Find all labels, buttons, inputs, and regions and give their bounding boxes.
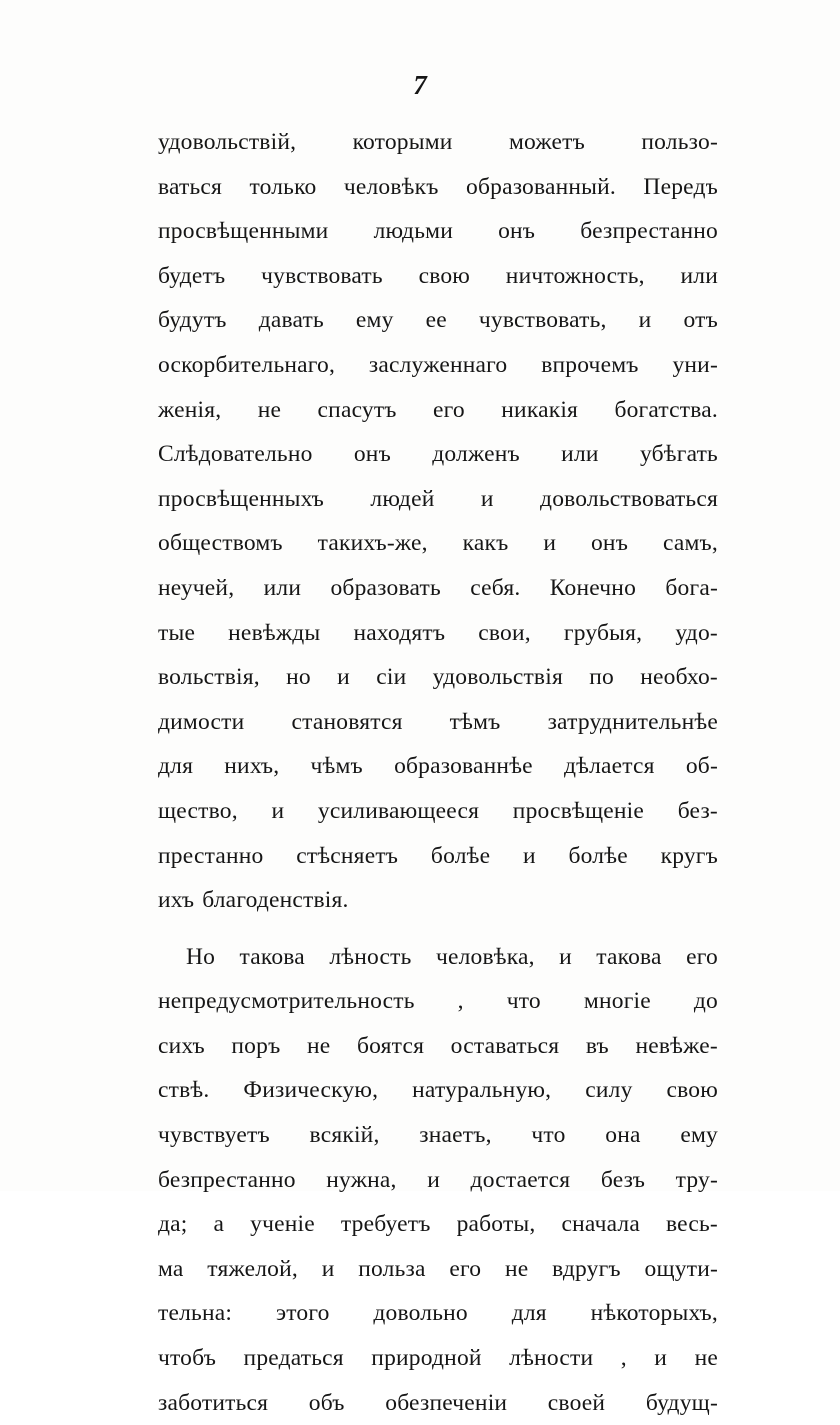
page-number: 7 [413,70,427,100]
text-word: и [427,1166,440,1193]
text-word: спасутъ [317,396,397,423]
text-word: что [531,1122,566,1149]
text-word: просвѣщенныхъ [158,485,325,512]
text-word: и [271,797,285,824]
text-word: или [561,441,599,468]
text-word: грубыя, [563,619,643,646]
text-word: обществомъ [158,530,283,557]
text-line [158,1024,718,1069]
text-word: Конечно [549,574,637,601]
text-word: всякій, [309,1122,380,1149]
text-word: лѣности [509,1345,594,1372]
text-word: тру- [675,1166,718,1193]
text-word: не [694,1345,718,1372]
text-word: да; [158,1211,188,1238]
text-line [158,254,718,299]
text-word: своей [547,1389,606,1416]
text-word: боятся [357,1032,425,1059]
text-line [158,1336,718,1381]
text-word: уни- [672,351,718,378]
text-word: обезпеченіи [385,1389,508,1416]
text-word: невѣже- [635,1032,718,1059]
text-word: чувствовать [261,262,383,289]
text-word: многіе [583,988,651,1015]
text-word: дѣлается [563,753,655,780]
text-word: ученіе [250,1211,315,1238]
text-word: предаться [243,1345,344,1372]
text-word: ему [680,1122,718,1149]
text-word: бога- [665,574,718,601]
text-word: Слѣдовательно [158,441,313,468]
text-word: ощути- [644,1255,718,1282]
text-word: знаетъ, [419,1122,492,1149]
text-word: чтобъ [158,1345,217,1372]
text-word: и [522,842,536,869]
text-word: необхо- [640,664,718,691]
text-word: долженъ [432,441,520,468]
text-line [158,655,718,700]
text-word: вольствія, [158,664,260,691]
text-word: нѣкоторыхъ, [590,1300,718,1327]
text-word: удо- [675,619,718,646]
text-line [158,165,718,210]
text-word: не [504,1255,529,1282]
text-word: такова [239,943,305,970]
text-word: человѣка, [435,943,535,970]
text-word: и [559,943,572,970]
text-line [158,1158,718,1203]
text-word: вдругъ [552,1255,621,1282]
text-word: достается [470,1166,571,1193]
text-word: этого [275,1300,330,1327]
text-word: престанно [158,842,264,869]
text-line [158,1291,718,1336]
text-line [158,935,718,980]
text-word: невѣжды [228,619,321,646]
text-word: для [158,753,194,780]
text-word: себя. [470,574,521,601]
text-word: польза [358,1255,426,1282]
text-word: чѣмъ [310,753,363,780]
text-word: нихъ, [224,753,280,780]
text-word: что [506,988,541,1015]
text-word: силу [585,1077,633,1104]
text-word: онъ [353,441,391,468]
text-word: людей [370,485,435,512]
text-word: поръ [231,1032,281,1059]
text-word: его [433,396,465,423]
text-word: природной [371,1345,482,1372]
text-word: не [257,396,282,423]
text-word: чувствовать, [478,307,607,334]
text-word: тѣмъ [449,708,501,735]
text-word: его [449,1255,482,1282]
text-line [158,477,718,522]
text-word: ничтожность, [505,262,645,289]
text-word: довольно [373,1300,468,1327]
text-word: болѣе [430,842,491,869]
text-word: будутъ [158,307,227,334]
text-word: безъ [600,1166,646,1193]
text-word: непредусмотрительность [158,988,415,1015]
text-word: натуральную, [412,1077,552,1104]
text-word: для [511,1300,547,1327]
text-word: благоденствія. [202,887,349,914]
text-word: тые [158,619,196,646]
text-word: женія, [158,396,222,423]
text-word: но [286,664,311,691]
text-word: а [213,1211,225,1238]
text-word: становятся [291,708,403,735]
text-line [158,611,718,656]
text-word: Физическую, [243,1077,379,1104]
text-word: и [543,530,557,557]
body-text [158,120,718,1425]
text-word: образованный. [466,173,617,200]
text-word: самъ, [662,530,718,557]
text-word: довольствоваться [540,485,718,512]
text-word: какъ [462,530,509,557]
text-word: отъ [683,307,718,334]
text-word: оскорбительнаго, [158,351,336,378]
text-word: свои, [478,619,531,646]
text-word: убѣгать [639,441,718,468]
text-line [158,298,718,343]
text-word: и [654,1345,668,1372]
text-word: или [680,262,718,289]
text-line [158,566,718,611]
text-word: свою [418,262,471,289]
text-line [158,1381,718,1425]
text-word: пользо- [641,129,718,155]
text-word: будетъ [158,262,226,289]
text-word: по [589,664,614,691]
text-line [158,209,718,254]
text-word: и [638,307,652,334]
text-word: щество, [158,797,238,824]
text-word: безпрестанно [580,218,718,245]
text-word: не [307,1032,331,1059]
text-word: объ [308,1389,345,1416]
text-word: ма [158,1255,184,1282]
text-line [158,1113,718,1158]
text-word: заслуженнаго [368,351,508,378]
text-word: весь- [665,1211,718,1238]
text-word: образовать [330,574,441,601]
text-word: никакія [501,396,579,423]
text-word: можетъ [508,129,585,155]
text-word: сихъ [158,1032,205,1059]
text-word: находятъ [353,619,446,646]
text-word: заботиться [158,1389,269,1416]
text-word: ему [355,307,394,334]
text-line [158,878,718,923]
text-word: требуетъ [340,1211,431,1238]
text-word: димости [158,708,245,735]
text-word: ствѣ. [158,1077,210,1104]
text-word: людьми [373,218,453,245]
text-word: удовольствія [432,664,563,691]
text-word: без- [677,797,718,824]
text-word: и [480,485,494,512]
text-word: тельна: [158,1300,233,1327]
text-word: , [620,1345,627,1372]
text-word: затруднительнѣе [547,708,718,735]
text-word: такова [596,943,662,970]
text-word: онъ [590,530,629,557]
text-word: просвѣщеніе [512,797,645,824]
text-word: болѣе [568,842,628,869]
text-word: оставаться [450,1032,560,1059]
text-line [158,388,718,433]
text-word: ее [425,307,447,334]
text-line [158,432,718,477]
text-line [158,1202,718,1247]
paragraph-1 [158,120,718,923]
text-word: кругъ [660,842,718,869]
paragraph-2 [158,935,718,1425]
text-word: только [249,173,317,200]
text-word: лѣность [329,943,412,970]
text-word: впрочемъ [541,351,639,378]
text-word: до [693,988,718,1015]
text-word: которыми [352,129,453,155]
text-word: , [457,988,464,1015]
text-word: образованнѣе [394,753,533,780]
text-word: стѣсняетъ [296,842,399,869]
text-word: будущ- [645,1389,718,1416]
text-line [158,120,718,165]
text-word: безпрестанно [158,1166,296,1193]
text-word: усиливающееся [317,797,480,824]
text-word: об- [685,753,718,780]
text-line [158,1068,718,1113]
text-word: сіи [376,664,407,691]
text-word: сначала [561,1211,640,1238]
text-line [158,343,718,388]
text-word: удовольствій, [158,129,297,155]
text-word: человѣкъ [343,173,439,200]
text-word: Но [186,943,216,970]
text-word: такихъ-же, [317,530,428,557]
text-word: богатства. [614,396,718,423]
text-word: свою [666,1077,718,1104]
text-word: и [321,1255,335,1282]
text-word: чувствуетъ [158,1122,270,1149]
text-line [158,744,718,789]
text-line [158,979,718,1024]
text-word: неучей, [158,574,235,601]
text-line [158,521,718,566]
text-line [158,834,718,879]
text-word: его [686,943,718,970]
text-word: или [263,574,302,601]
text-line [158,700,718,745]
text-word: и [337,664,350,691]
text-line [158,789,718,834]
text-word: тяжелой, [207,1255,298,1282]
text-word: ваться [158,173,223,200]
text-word: нужна, [326,1166,397,1193]
text-word: просвѣщенными [158,218,329,245]
text-word: она [605,1122,641,1149]
text-word: въ [585,1032,609,1059]
text-line [158,1247,718,1292]
text-word: работы, [456,1211,536,1238]
text-word: давать [258,307,324,334]
text-word: онъ [498,218,536,245]
text-word: Передъ [643,173,718,200]
text-word: ихъ [158,887,195,914]
